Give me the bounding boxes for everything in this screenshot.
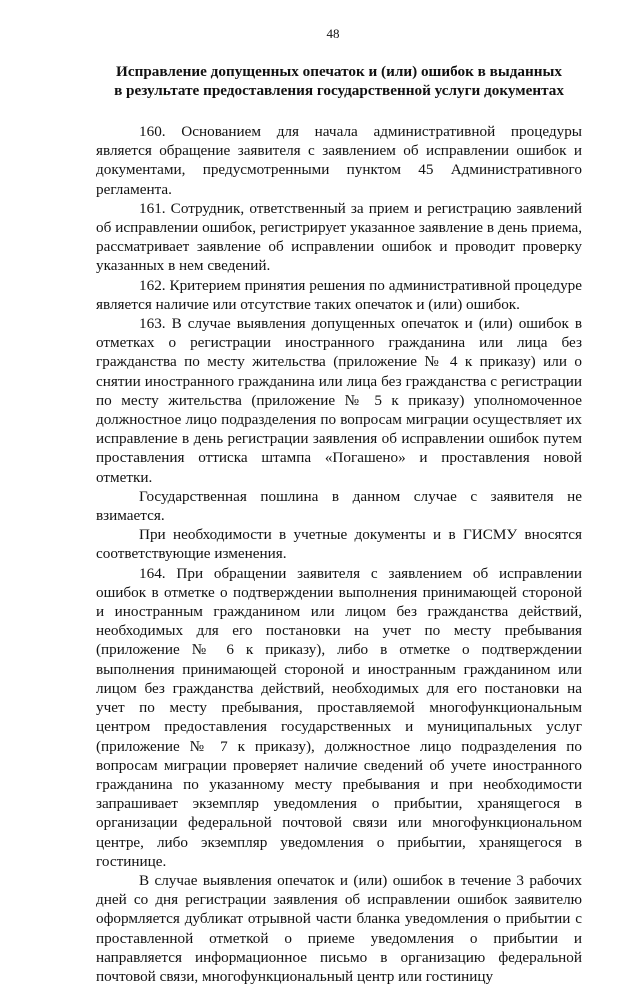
- section-heading-line-2: в результате предоставления государственной услуги документах: [114, 82, 564, 99]
- paragraph-164: 164. При обращении заявителя с заявлением об исправлении ошибок в отметке о подтверждении выполнения принимающей стороной и иностранным гражданином или лицом без гражданства действий, необходимых для его постановки на учет по месту пребывания (приложение № 6 к приказу), либо в отметке о подтверждении выполнения принимающей стороной и иностранным гражданином или лицом без гражданства действий, необходимых для его постановки на учет по месту пребывания, проставляемой многофункциональным центром предоставления государственных и муниципальных услуг (приложение № 7 к приказу), должностное лицо подразделения по вопросам миграции проверяет наличие сведений об учете иностранного гражданина по указанному месту пребывания и при необходимости запрашивает экземпляр уведомления о прибытии, хранящегося в организации федеральной почтовой связи или многофункциональном центре, либо экземпляр уведомления о прибытии, хранящегося в гостинице.: [96, 564, 582, 870]
- paragraph-records-note: При необходимости в учетные документы и в ГИСМУ вносятся соответствующие изменения.: [96, 526, 582, 563]
- paragraph-160: 160. Основанием для начала административной процедуры является обращение заявителя с заявлением об исправлении ошибок и документами, предусмотренными пунктом 45 Административного регламента.: [96, 123, 582, 198]
- paragraph-fee-note: Государственная пошлина в данном случае с заявителя не взимается.: [96, 487, 582, 525]
- paragraph-163: 163. В случае выявления допущенных опечаток и (или) ошибок в отметках о регистрации иностранного гражданина или лица без гражданства по месту жительства (приложение № 4 к приказу) или о снятии иностранного гражданина или лица без гражданства с регистрации по месту жительства (приложение № 5 к приказу) уполномоченное должностное лицо подразделения по вопросам миграции осуществляет их исправление в день регистрации заявления об исправлении ошибок путем проставления оттиска штампа «Погашено» и проставления новой отметки.: [96, 315, 582, 486]
- document-page: [96, 26, 582, 986]
- paragraph-duplicate-note: В случае выявления опечаток и (или) ошибок в течение 3 рабочих дней со дня регистрации заявления об исправлении ошибок заявителю оформляется дубликат отрывной части бланка уведомления о прибытии с проставленной отметкой о приеме уведомления о прибытии и направляется информационное письмо в организацию федеральной почтовой связи, многофункциональный центр или гостиницу: [96, 871, 582, 985]
- section-heading: [96, 62, 582, 100]
- paragraph-162: 162. Критерием принятия решения по административной процедуре является наличие или отсутствие таких опечаток и (или) ошибок.: [96, 276, 582, 313]
- section-heading-line-1: Исправление допущенных опечаток и (или) ошибок в выданных: [116, 63, 562, 80]
- paragraph-161: 161. Сотрудник, ответственный за прием и регистрацию заявлений об исправлении ошибок, регистрирует указанное заявление в день приема, рассматривает заявление об исправлении ошибок и проводит проверку указанных в нем сведений.: [96, 199, 582, 275]
- page-number: 48: [326, 26, 340, 41]
- document-body: [96, 122, 582, 986]
